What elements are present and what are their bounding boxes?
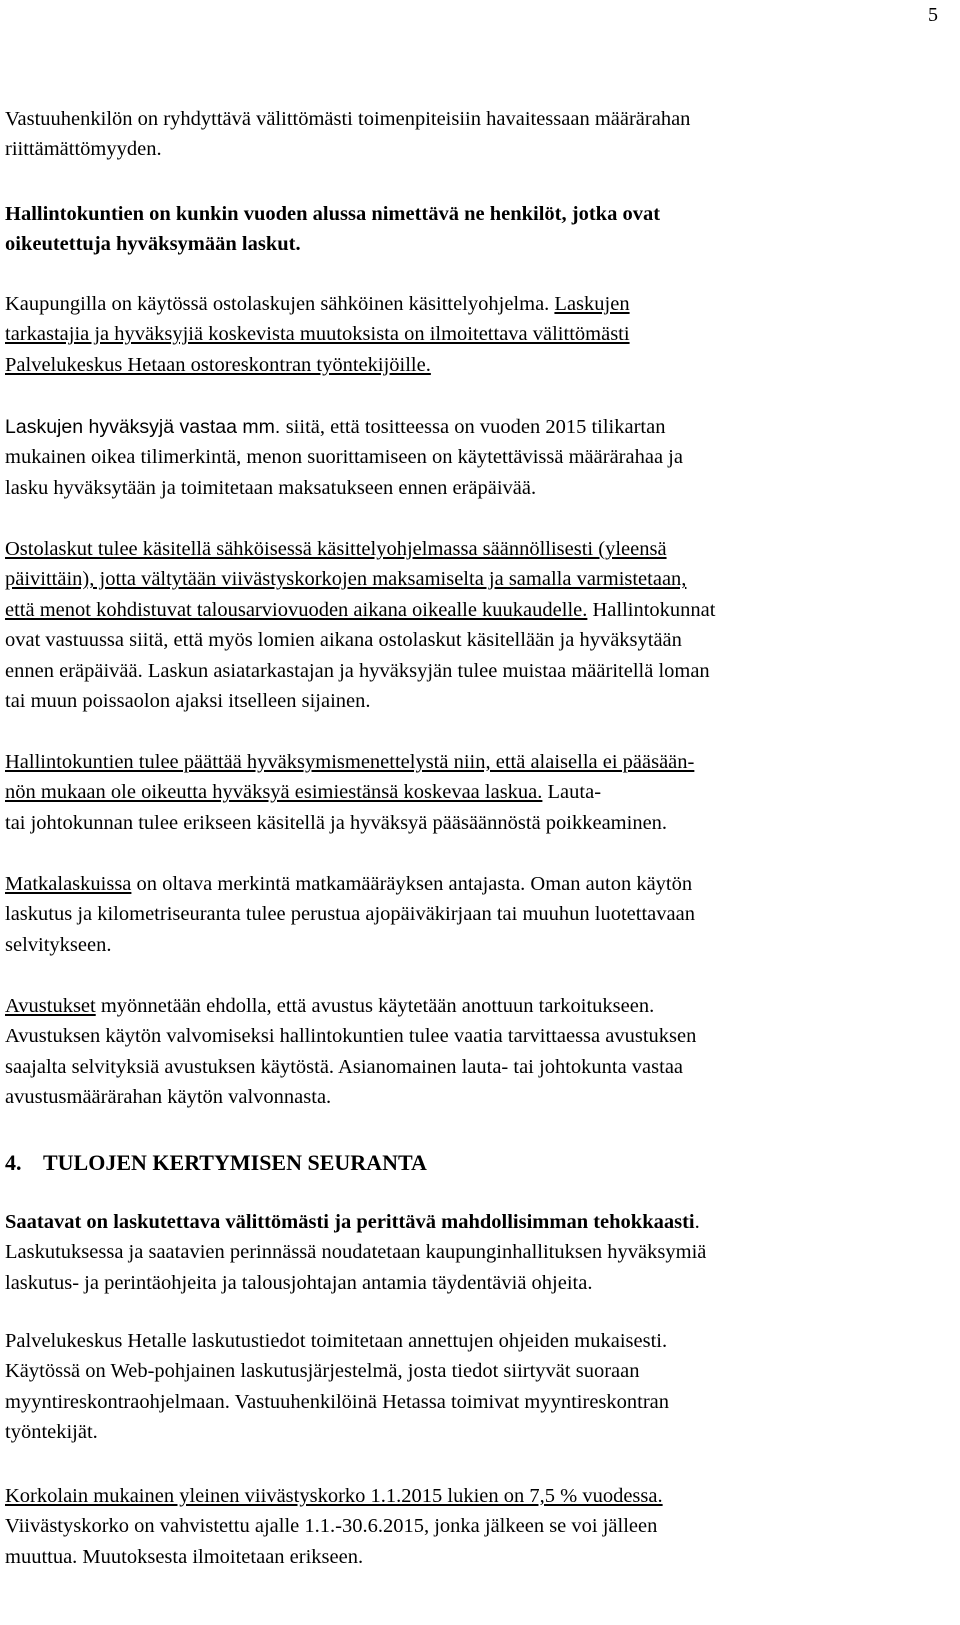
section-number: 4. <box>5 1150 22 1175</box>
underlined-text: päivittäin), jotta vältytään viivästyskorkojen maksamiselta ja samalla varmistetaan, <box>5 568 687 591</box>
text-line <box>5 351 431 379</box>
text-run: Lauta- <box>542 781 602 804</box>
text-run: myyntireskontraohjelmaan. Vastuuhenkilöinä Hetassa toimivat myyntireskontran <box>5 1390 670 1413</box>
text-run: selvitykseen. <box>5 933 112 956</box>
text-line <box>5 1208 700 1236</box>
section-title: TULOJEN KERTYMISEN SEURANTA <box>43 1150 427 1175</box>
text-line <box>5 200 660 228</box>
text-run: riittämättömyyden. <box>5 138 162 161</box>
text-line <box>5 931 111 959</box>
text-line <box>5 1512 657 1540</box>
text-run: tai muun poissaolon ajaksi itselleen sijainen. <box>5 690 371 712</box>
text-run: saajalta selvityksiä avustuksen käytöstä. Asianomainen lauta- tai johtokunta vastaa <box>5 1055 684 1078</box>
text-run: mukainen oikea tilimerkintä, menon suorittamiseen on käytettävissä määrärahaa ja <box>5 446 683 469</box>
text-run: ovat vastuussa siitä, että myös lomien aikana ostolaskut käsitellään ja hyväksytään <box>5 629 682 652</box>
text-line <box>5 870 692 898</box>
text-line <box>5 135 162 163</box>
text-line <box>5 596 715 624</box>
text-run: työntekijät. <box>5 1421 98 1444</box>
text-run: Avustuksen käytön valvomiseksi hallintokuntien tulee vaatia tarvittaessa avustuksen <box>5 1025 697 1048</box>
text-line <box>5 687 371 715</box>
text-run: ennen eräpäivää. Laskun asiatarkastajan ja hyväksyjän tulee muistaa määritellä loman <box>5 659 710 682</box>
page-number: 5 <box>928 4 938 26</box>
text-run: Käytössä on Web-pohjainen laskutusjärjestelmä, josta tiedot siirtyvät suoraan <box>5 1360 640 1383</box>
text-line <box>5 565 686 593</box>
text-line <box>5 1053 683 1081</box>
text-run: . <box>694 1211 700 1233</box>
text-line <box>5 535 667 563</box>
text-line <box>5 230 301 258</box>
text-line <box>5 778 601 806</box>
text-line <box>5 992 654 1020</box>
text-line <box>5 1022 696 1050</box>
text-line <box>5 1388 669 1416</box>
text-line <box>5 1482 663 1510</box>
text-line <box>5 626 682 654</box>
underlined-text: Laskujen <box>554 293 630 315</box>
underlined-text: että menot kohdistuvat talousarviovuoden aikana oikealle kuukaudelle. <box>5 598 588 621</box>
text-line <box>5 1357 639 1385</box>
underlined-text: Avustukset <box>5 995 96 1017</box>
text-line <box>5 105 690 133</box>
underlined-text: tarkastajia ja hyväksyjiä koskevista muutoksista on ilmoitettava välittömästi <box>5 323 630 346</box>
text-run: on oltava merkintä matkamääräyksen antajasta. Oman auton käytön <box>131 873 693 895</box>
text-line <box>5 413 665 441</box>
text-line <box>5 443 683 471</box>
text-run: myönnetään ehdolla, että avustus käytetään anottuun tarkoitukseen. <box>95 995 655 1017</box>
text-run: laskutus- ja perintäohjeita ja talousjohtajan antamia täydentäviä ohjeita. <box>5 1271 593 1294</box>
text-line <box>5 1269 592 1297</box>
text-line <box>5 809 667 837</box>
text-line <box>5 748 694 776</box>
text-line <box>5 1418 98 1446</box>
text-line <box>5 1327 667 1355</box>
text-line <box>5 1543 363 1571</box>
text-run: lasku hyväksytään ja toimitetaan maksatukseen ennen eräpäivää. <box>5 476 537 499</box>
text-run: Kaupungilla on käytössä ostolaskujen sähköinen käsittelyohjelma. <box>5 293 555 315</box>
text-run: Viivästyskorko on vahvistettu ajalle 1.1.-30.6.2015, jonka jälkeen se voi jälleen <box>5 1515 658 1538</box>
underlined-text: Hallintokuntien tulee päättää hyväksymismenettelystä niin, että alaisella ei pääsään- <box>5 751 695 773</box>
text-line <box>5 657 710 685</box>
underlined-text: Ostolaskut tulee käsitellä sähköisessä käsittelyohjelmassa säännöllisesti (yleensä <box>5 538 667 560</box>
text-line <box>5 290 630 318</box>
text-run: laskutus ja kilometriseuranta tulee perustua ajopäiväkirjaan tai muuhun luotettavaan <box>5 903 695 926</box>
bold-text: oikeutettuja hyväksymään laskut. <box>5 233 301 256</box>
section-heading <box>5 1148 427 1178</box>
text-run: tai johtokunnan tulee erikseen käsitellä ja hyväksyä pääsäännöstä poikkeaminen. <box>5 811 668 834</box>
text-run: Hallintokunnat <box>587 598 716 621</box>
underlined-text: nön mukaan ole oikeutta hyväksyä esimiestänsä koskevaa laskua. <box>5 781 543 804</box>
text-run: Laskutuksessa ja saatavien perinnässä noudatetaan kaupunginhallituksen hyväksymiä <box>5 1241 707 1264</box>
underlined-text: Korkolain mukainen yleinen viivästyskorko 1.1.2015 lukien on 7,5 % vuodessa. <box>5 1485 663 1507</box>
text-line <box>5 320 630 348</box>
text-line <box>5 474 536 502</box>
text-run: muuttua. Muutoksesta ilmoitetaan erikseen. <box>5 1545 364 1568</box>
text-run: siitä, että tositteessa on vuoden 2015 tilikartan <box>285 416 666 438</box>
text-line <box>5 1083 331 1111</box>
text-run: avustusmäärärahan käytön valvonnasta. <box>5 1086 332 1109</box>
text-line <box>5 1238 706 1266</box>
bold-text: Hallintokuntien on kunkin vuoden alussa nimettävä ne henkilöt, jotka ovat <box>5 203 661 225</box>
bold-text: Saatavat on laskutettava välittömästi ja perittävä mahdollisimman tehokkaasti <box>5 1211 695 1233</box>
text-line <box>5 900 695 928</box>
underlined-text: Palvelukeskus Hetaan ostoreskontran työntekijöille. <box>5 353 431 376</box>
text-run: Palvelukeskus Hetalle laskutustiedot toimitetaan annettujen ohjeiden mukaisesti. <box>5 1330 668 1352</box>
underlined-text: Matkalaskuissa <box>5 873 132 895</box>
text-run: Laskujen hyväksyjä vastaa mm. <box>5 416 286 438</box>
text-run: Vastuuhenkilön on ryhdyttävä välittömästi toimenpiteisiin havaitessaan määrärahan <box>5 108 691 130</box>
